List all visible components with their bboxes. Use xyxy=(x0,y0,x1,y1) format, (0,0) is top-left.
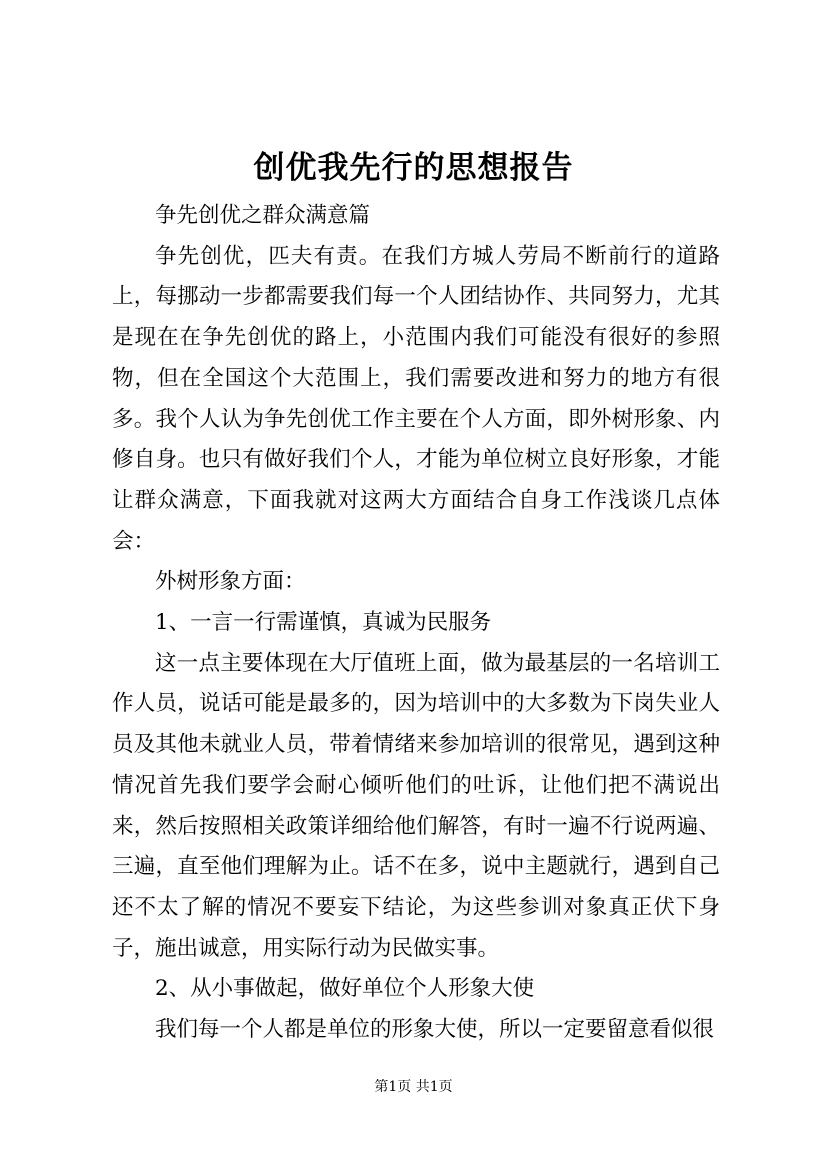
paragraph-point-1-heading: 1、一言一行需谨慎，真诚为民服务 xyxy=(155,610,492,636)
paragraph-subtitle: 争先创优之群众满意篇 xyxy=(155,203,371,228)
page-footer: 第1页 共1页 xyxy=(374,1079,453,1095)
paragraph-point-2-heading: 2、从小事做起，做好单位个人形象大使 xyxy=(155,976,535,1002)
paragraph-intro: 争先创优，匹夫有责。在我们方城人劳局不断前行的道路上，每挪动一步都需要我们每一个人团结协作、共同努力，尤其是现在在争先创优的路上，小范围内我们可能没有很好的参照物，但在全国这个大范围上，我们需要改进和努力的地方有很多。我个人认为争先创优工作主要在个人方面，即外树形象、内修自身。也只有做好我们个人，才能为单位树立良好形象，才能让群众满意，下面我就对这两大方面结合自身工作浅谈几点体会： xyxy=(112,243,720,554)
paragraph-point-2-body: 我们每一个人都是单位的形象大使，所以一定要留意看似很 xyxy=(155,1017,715,1043)
paragraph-point-1-body: 这一点主要体现在大厅值班上面，做为最基层的一名培训工作人员，说话可能是最多的，因为培训中的大多数为下岗失业人员及其他未就业人员，带着情绪来参加培训的很常见，遇到这种情况首先我们要学会耐心倾听他们的吐诉，让他们把不满说出来，然后按照相关政策详细给他们解答，有时一遍不行说两遍、三遍，直至他们理解为止。话不在多，说中主题就行，遇到自己还不太了解的情况不要妄下结论，为这些参训对象真正伏下身子，施出诚意，用实际行动为民做实事。 xyxy=(112,650,720,961)
paragraph-section-heading: 外树形象方面： xyxy=(155,569,306,595)
document-body xyxy=(112,196,720,1051)
page-title: 创优我先行的思想报告 xyxy=(253,150,574,186)
